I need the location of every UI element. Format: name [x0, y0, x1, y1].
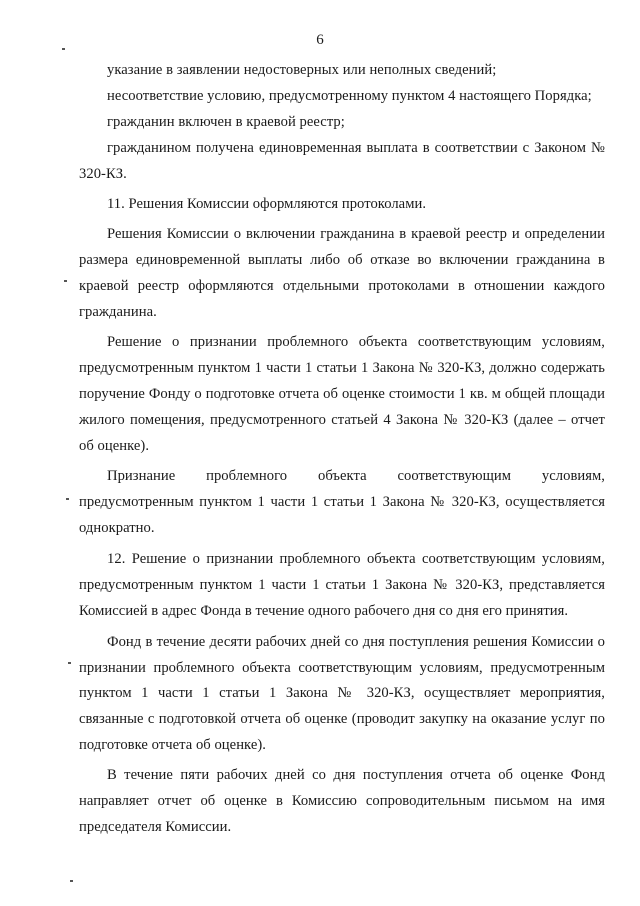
scan-margin-mark — [68, 662, 71, 664]
paragraph-commission-decisions: Решения Комиссии о включении гражданина в краевой реестр и определении размера единовременной выплаты либо об отказе во включении гражданина в краевой реестр оформляются отдельными протоколами в отношении каждого гражданина. — [79, 226, 605, 320]
paragraph-report-submission: В течение пяти рабочих дней со дня поступления отчета об оценке Фонд направляет отчет об оценке в Комиссию сопроводительным письмом на имя председателя Комиссии. — [79, 767, 605, 836]
paragraph-false-info: указание в заявлении недостоверных или неполных сведений; — [107, 62, 497, 78]
page-number: 6 — [316, 32, 324, 48]
paragraph-item-11: 11. Решения Комиссии оформляются протоколами. — [107, 195, 427, 212]
scan-margin-mark — [70, 880, 73, 882]
scan-margin-mark — [64, 280, 67, 282]
paragraph-item-12: 12. Решение о признании проблемного объекта соответствующим условиям, предусмотренным пунктом 1 части 1 статьи 1 Закона № 320-КЗ, представляется Комиссией в адрес Фонда в течение одного рабочего дня со дня его принятия. — [79, 550, 605, 619]
paragraph-fund-actions: Фонд в течение десяти рабочих дней со дня поступления решения Комиссии о признании проблемного объекта соответствующим условиям, предусмотренным пунктом 1 части 1 статьи 1 Закона № 320-КЗ, осуществляет мероприятия, связанные с подготовкой отчета об оценке (проводит закупку на оказание услуг по подготовке отчета об оценке). — [79, 633, 605, 754]
document-body — [79, 58, 605, 841]
scan-margin-mark — [66, 498, 69, 500]
paragraph-one-time-recognition: Признание проблемного объекта соответствующим условиям, предусмотренным пунктом 1 части 1 статьи 1 Закона № 320-КЗ, осуществляется однократно. — [79, 467, 605, 536]
paragraph-payment-received: гражданином получена единовременная выплата в соответствии с Законом № 320-КЗ. — [79, 139, 605, 182]
paragraph-condition-mismatch: несоответствие условию, предусмотренному пунктом 4 настоящего Порядка; — [107, 87, 592, 104]
paragraph-object-recognition-decision: Решение о признании проблемного объекта соответствующим условиям, предусмотренным пунктом 1 части 1 статьи 1 Закона № 320-КЗ, должно содержать поручение Фонду о подготовке отчета об оценке стоимости 1 кв. м общей площади жилого помещения, предусмотренного статьей 4 Закона № 320-КЗ (далее – отчет об оценке). — [79, 333, 605, 454]
scan-margin-mark — [62, 48, 65, 50]
paragraph-already-in-registry: гражданин включен в краевой реестр; — [107, 113, 345, 130]
